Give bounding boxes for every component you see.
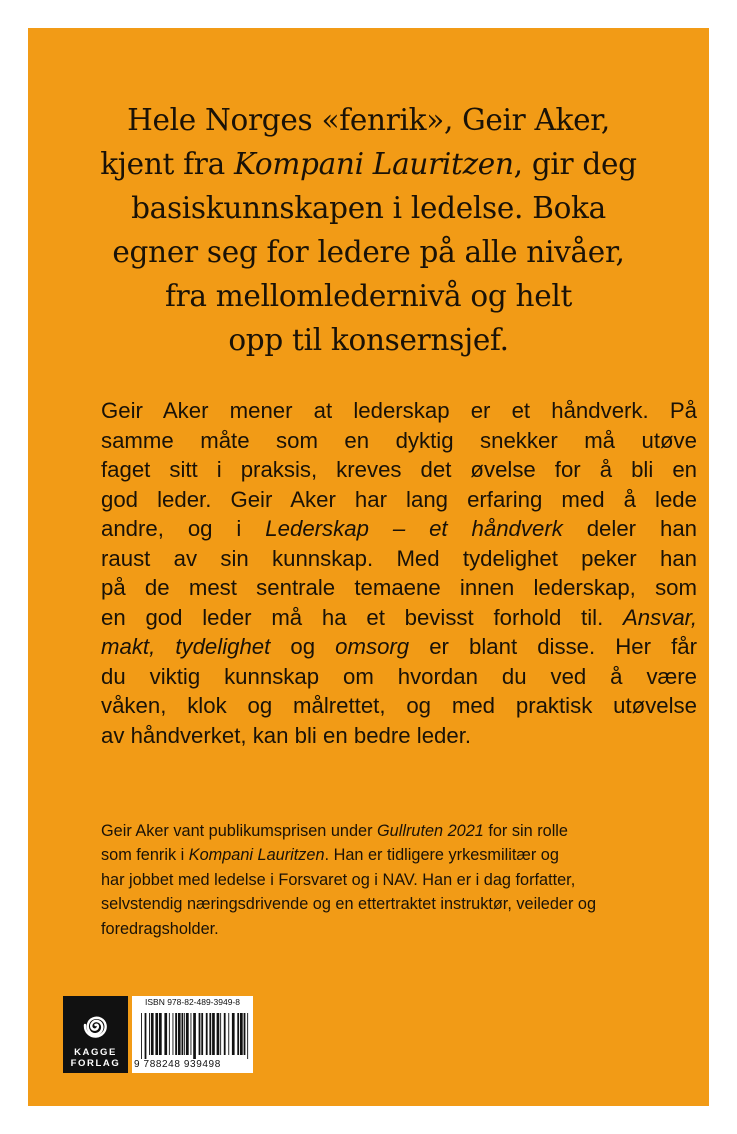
barcode-bar	[173, 1013, 174, 1055]
author-bio	[101, 819, 701, 941]
spiral-icon	[78, 1006, 113, 1044]
barcode-bar	[244, 1013, 246, 1055]
barcode-bar	[186, 1013, 189, 1055]
description-line: samme måte som en dyktig snekker må utøve	[101, 427, 697, 453]
book-title-reference: Kompani Lauritzen	[233, 147, 514, 181]
barcode-bar	[155, 1013, 158, 1055]
barcode-bar	[184, 1013, 185, 1055]
barcode-digits: 9 788248 939498	[134, 1059, 221, 1070]
description-line: makt, tydelighet og omsorg er blant disse. Her får	[101, 634, 697, 659]
description-line: på de mest sentrale temaene innen lederskap, som	[101, 575, 697, 600]
bio-line: Geir Aker vant publikumsprisen under Gullruten 2021 for sin rolle	[101, 822, 568, 840]
barcode-bar	[220, 1013, 221, 1055]
book-title: Lederskap – et håndverk	[265, 516, 563, 541]
description-line: av håndverket, kan bli en bedre leder.	[101, 722, 472, 748]
publisher-name-line1: KAGGE	[74, 1047, 117, 1058]
back-cover	[28, 28, 709, 1106]
barcode-bar	[201, 1013, 203, 1055]
bio-line: selvstendig næringsdrivende og en ettertraktet instruktør, veileder og	[101, 895, 597, 914]
barcode-bar	[232, 1013, 235, 1055]
barcode-bar	[212, 1013, 215, 1055]
description-line: raust av sin kunnskap. Med tydelighet peker han	[101, 545, 697, 571]
description-line: en god leder må ha et bevisst forhold til. Ansvar,	[101, 604, 697, 630]
barcode-bar	[141, 1013, 142, 1059]
barcode	[132, 996, 253, 1073]
bio-line: foredragsholder.	[101, 919, 219, 938]
description-line: god leder. Geir Aker har lang erfaring med å lede	[101, 486, 697, 512]
barcode-bar	[175, 1013, 177, 1055]
description-line: andre, og i Lederskap – et håndverk deler han	[101, 516, 697, 541]
barcode-bar	[206, 1013, 208, 1055]
barcode-bar	[178, 1013, 181, 1055]
barcode-bar	[182, 1013, 184, 1055]
barcode-bar	[151, 1013, 154, 1055]
description	[101, 396, 697, 750]
barcode-bar	[240, 1013, 243, 1055]
blurb-line: opp til konsernsjef.	[228, 323, 509, 357]
barcode-bar	[159, 1013, 162, 1055]
blurb-line: kjent fra Kompani Lauritzen, gir deg	[100, 147, 637, 181]
publisher-name-line2: FORLAG	[70, 1058, 121, 1069]
barcode-bar	[191, 1013, 192, 1055]
blurb-line: Hele Norges «fenrik», Geir Aker,	[127, 103, 610, 137]
barcode-bar	[217, 1013, 220, 1055]
barcode-bar	[145, 1013, 147, 1059]
barcode-bar	[149, 1013, 150, 1055]
blurb-line: fra mellomledernivå og helt	[164, 279, 573, 313]
barcode-bar	[237, 1013, 239, 1055]
blurb-line: egner seg for ledere på alle nivåer,	[112, 235, 625, 269]
publisher-logo	[63, 996, 128, 1073]
barcode-bar	[247, 1013, 248, 1059]
barcode-bar	[199, 1013, 201, 1055]
description-line: du viktig kunnskap om hvordan du ved å være	[101, 663, 697, 689]
bio-line: har jobbet med ledelse i Forsvaret og i NAV. Han er i dag forfatter,	[101, 870, 576, 889]
barcode-bar	[193, 1013, 196, 1059]
isbn-label: ISBN 978-82-489-3949-8	[145, 997, 240, 1007]
bio-line: som fenrik i Kompani Lauritzen. Han er tidligere yrkesmilitær og	[101, 846, 559, 865]
barcode-bars	[141, 1013, 249, 1059]
barcode-bar	[209, 1013, 211, 1055]
description-line: faget sitt i praksis, kreves det øvelse for å bli en	[101, 457, 697, 482]
barcode-bar	[164, 1013, 167, 1055]
barcode-bar	[228, 1013, 229, 1055]
barcode-bar	[169, 1013, 170, 1055]
description-line: våken, klok og målrettet, og med praktisk utøvelse	[101, 693, 697, 718]
blurb	[28, 98, 709, 362]
barcode-bar	[224, 1013, 226, 1055]
description-line: Geir Aker mener at lederskap er et håndverk. På	[101, 398, 697, 423]
blurb-line: basiskunnskapen i ledelse. Boka	[131, 191, 606, 225]
